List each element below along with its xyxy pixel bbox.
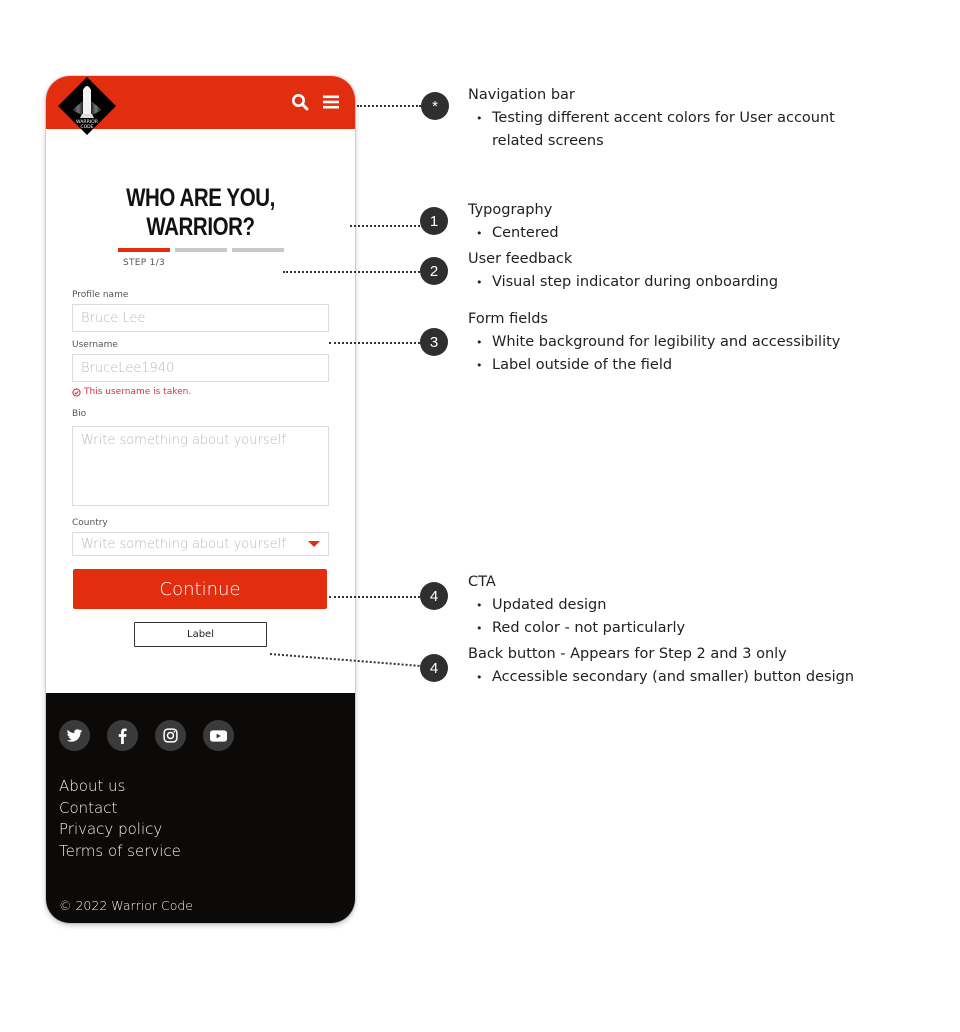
step-label: STEP 1/3 [123, 258, 166, 268]
annotation-badge-2: 2 [420, 257, 448, 285]
footer-link-about[interactable]: About us [59, 777, 126, 795]
back-button[interactable]: Label [134, 622, 267, 647]
step-indicator [118, 248, 284, 252]
annotation-bullet: • Centered [468, 222, 559, 245]
connector-user-feedback [283, 271, 420, 273]
footer-links [59, 776, 181, 862]
annotation-badge-nav: * [421, 92, 449, 120]
country-placeholder: Write something about yourself [81, 536, 286, 552]
annotation-typography [468, 199, 559, 245]
step-1-bar [118, 248, 170, 252]
annotation-title: Back button - Appears for Step 2 and 3 only [468, 646, 787, 662]
annotation-cta [468, 571, 685, 640]
annotation-title: CTA [468, 574, 496, 590]
step-2-bar [175, 248, 227, 252]
annotation-title: Typography [468, 202, 553, 218]
connector-back-button [268, 650, 423, 670]
annotation-bullet: • Label outside of the field [468, 354, 840, 377]
username-error-text: This username is taken. [84, 387, 192, 397]
footer [46, 693, 355, 923]
youtube-icon[interactable] [203, 720, 234, 751]
profile-name-input[interactable] [72, 304, 329, 332]
annotation-title: Form fields [468, 311, 548, 327]
annotation-bullet: • Updated design [468, 594, 685, 617]
instagram-icon[interactable] [155, 720, 186, 751]
svg-text:CODE: CODE [80, 125, 94, 130]
bio-placeholder: Write something about yourself [81, 433, 286, 448]
annotation-badge-1: 1 [420, 207, 448, 235]
annotation-bullet: • Visual step indicator during onboarding [468, 271, 778, 294]
annotation-nav [468, 84, 868, 153]
connector-nav [357, 105, 421, 107]
footer-link-terms[interactable]: Terms of service [59, 841, 181, 860]
svg-text:WARRIOR: WARRIOR [76, 120, 98, 125]
footer-link-privacy[interactable]: Privacy policy [59, 820, 163, 838]
annotation-back-button [468, 643, 854, 689]
annotation-badge-4b: 4 [420, 654, 448, 682]
profile-name-label: Profile name [72, 290, 129, 300]
annotation-form-fields [468, 308, 840, 377]
warrior-code-logo[interactable] [56, 76, 118, 138]
page-title: WHO ARE YOU, WARRIOR? [126, 184, 275, 241]
profile-name-placeholder: Bruce Lee [81, 310, 146, 326]
annotation-badge-3: 3 [420, 328, 448, 356]
bio-label: Bio [72, 409, 87, 419]
annotation-title: Navigation bar [468, 87, 575, 103]
search-icon[interactable] [291, 93, 309, 111]
connector-form-fields [329, 342, 420, 344]
chevron-down-icon [308, 541, 320, 547]
continue-button[interactable]: Continue [73, 569, 327, 609]
username-label: Username [72, 340, 118, 350]
username-value: BruceLee1940 [81, 360, 175, 376]
facebook-icon[interactable] [107, 720, 138, 751]
annotation-bullet: • White background for legibility and accessibility [468, 331, 840, 354]
connector-cta [329, 596, 420, 598]
annotation-bullet: • Testing different accent colors for User account related screens [468, 107, 868, 153]
copyright: © 2022 Warrior Code [59, 898, 193, 913]
country-select[interactable] [72, 532, 329, 556]
nav-actions [291, 93, 339, 111]
annotation-badge-4a: 4 [420, 582, 448, 610]
connector-typography [350, 225, 420, 227]
country-label: Country [72, 518, 108, 528]
annotation-bullet: • Accessible secondary (and smaller) button design [468, 666, 854, 689]
phone-mockup [46, 76, 355, 923]
username-input[interactable] [72, 354, 329, 382]
annotation-title: User feedback [468, 251, 573, 267]
annotation-user-feedback [468, 248, 778, 294]
error-icon [72, 388, 81, 397]
annotation-bullet: • Red color - not particularly [468, 617, 685, 640]
bio-textarea[interactable] [72, 426, 329, 506]
social-links [59, 720, 234, 751]
footer-link-contact[interactable]: Contact [59, 798, 118, 817]
username-error [72, 387, 191, 397]
step-3-bar [232, 248, 284, 252]
menu-icon[interactable] [323, 94, 339, 110]
twitter-icon[interactable] [59, 720, 90, 751]
